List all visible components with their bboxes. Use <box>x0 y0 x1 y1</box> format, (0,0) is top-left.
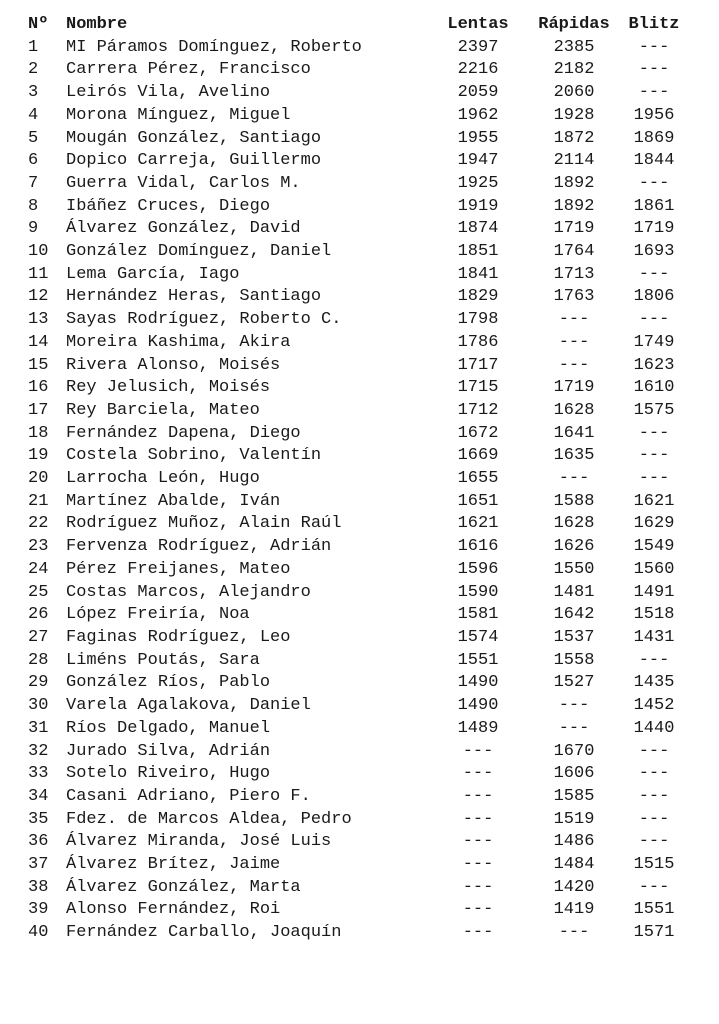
header-rapidas: Rápidas <box>538 15 610 34</box>
table-row <box>28 877 686 900</box>
cell-rapidas: 1642 <box>553 605 595 625</box>
cell-name: Costela Sobrino, Valentín <box>66 446 322 466</box>
cell-num: 17 <box>28 400 49 420</box>
table-row <box>28 105 686 128</box>
cell-rapidas: --- <box>558 332 590 352</box>
cell-blitz: --- <box>638 37 670 57</box>
cell-num: 4 <box>28 105 39 125</box>
header-lentas: Lentas <box>447 15 509 34</box>
cell-blitz: --- <box>638 764 670 784</box>
cell-num: 37 <box>28 855 49 875</box>
cell-blitz: 1431 <box>633 627 675 647</box>
cell-rapidas: 1719 <box>553 378 595 398</box>
cell-lentas: 1655 <box>457 469 499 489</box>
cell-num: 7 <box>28 173 39 193</box>
cell-name: Carrera Pérez, Francisco <box>66 60 311 80</box>
cell-rapidas: 1713 <box>553 264 595 284</box>
table-row <box>28 377 686 400</box>
cell-blitz: --- <box>638 877 670 897</box>
cell-name: Álvarez Brítez, Jaime <box>66 855 281 875</box>
cell-lentas: --- <box>462 923 494 943</box>
cell-name: Álvarez González, Marta <box>66 877 301 897</box>
cell-blitz: --- <box>638 832 670 852</box>
cell-lentas: 1874 <box>457 219 499 239</box>
cell-lentas: 1712 <box>457 400 499 420</box>
cell-lentas: 1786 <box>457 332 499 352</box>
cell-name: Faginas Rodríguez, Leo <box>66 627 291 647</box>
cell-lentas: 2216 <box>457 60 499 80</box>
cell-lentas: --- <box>462 877 494 897</box>
cell-rapidas: 2385 <box>553 37 595 57</box>
cell-num: 33 <box>28 764 49 784</box>
cell-name: Sotelo Riveiro, Hugo <box>66 764 271 784</box>
cell-lentas: 1962 <box>457 105 499 125</box>
cell-lentas: 2059 <box>457 83 499 103</box>
cell-lentas: --- <box>462 900 494 920</box>
table-row <box>28 218 686 241</box>
header-blitz: Blitz <box>628 15 680 34</box>
cell-num: 29 <box>28 673 49 693</box>
cell-lentas: 1829 <box>457 287 499 307</box>
cell-num: 6 <box>28 151 39 171</box>
cell-rapidas: --- <box>558 355 590 375</box>
table-row <box>28 718 686 741</box>
cell-lentas: 1955 <box>457 128 499 148</box>
cell-rapidas: 1626 <box>553 537 595 557</box>
cell-blitz: 1571 <box>633 923 675 943</box>
cell-rapidas: --- <box>558 718 590 738</box>
cell-num: 27 <box>28 627 49 647</box>
table-row <box>28 82 686 105</box>
table-row <box>28 128 686 151</box>
cell-name: Rivera Alonso, Moisés <box>66 355 281 375</box>
table-row <box>28 786 686 809</box>
cell-rapidas: 2114 <box>553 151 595 171</box>
table-row <box>28 196 686 219</box>
cell-lentas: 1490 <box>457 673 499 693</box>
cell-name: González Ríos, Pablo <box>66 673 271 693</box>
cell-rapidas: 1892 <box>553 173 595 193</box>
header-num: Nº <box>28 15 49 34</box>
cell-name: Fernández Carballo, Joaquín <box>66 923 342 943</box>
cell-name: Morona Mínguez, Miguel <box>66 105 291 125</box>
cell-blitz: 1869 <box>633 128 675 148</box>
cell-rapidas: 1537 <box>553 627 595 647</box>
cell-num: 31 <box>28 718 49 738</box>
cell-num: 12 <box>28 287 49 307</box>
cell-blitz: 1518 <box>633 605 675 625</box>
cell-rapidas: --- <box>558 469 590 489</box>
cell-name: Guerra Vidal, Carlos M. <box>66 173 301 193</box>
cell-lentas: 1919 <box>457 196 499 216</box>
cell-name: Moreira Kashima, Akira <box>66 332 291 352</box>
cell-lentas: 1717 <box>457 355 499 375</box>
table-row <box>28 809 686 832</box>
cell-rapidas: 1588 <box>553 491 595 511</box>
cell-num: 1 <box>28 37 39 57</box>
cell-num: 15 <box>28 355 49 375</box>
cell-rapidas: --- <box>558 310 590 330</box>
table-row <box>28 854 686 877</box>
cell-blitz: --- <box>638 446 670 466</box>
cell-rapidas: --- <box>558 696 590 716</box>
cell-blitz: 1719 <box>633 219 675 239</box>
table-row <box>28 604 686 627</box>
cell-num: 34 <box>28 786 49 806</box>
cell-blitz: 1440 <box>633 718 675 738</box>
cell-blitz: 1515 <box>633 855 675 875</box>
cell-name: Dopico Carreja, Guillermo <box>66 151 322 171</box>
cell-name: Casani Adriano, Piero F. <box>66 786 311 806</box>
table-row <box>28 241 686 264</box>
cell-blitz: --- <box>638 809 670 829</box>
cell-blitz: 1575 <box>633 400 675 420</box>
cell-name: Rodríguez Muñoz, Alain Raúl <box>66 514 342 534</box>
table-row <box>28 150 686 173</box>
cell-rapidas: 1550 <box>553 559 595 579</box>
table-row <box>28 468 686 491</box>
cell-num: 2 <box>28 60 39 80</box>
cell-rapidas: 1419 <box>553 900 595 920</box>
cell-blitz: --- <box>638 310 670 330</box>
cell-blitz: 1435 <box>633 673 675 693</box>
ranking-table <box>28 14 686 945</box>
cell-name: Rey Barciela, Mateo <box>66 400 260 420</box>
cell-rapidas: 1641 <box>553 423 595 443</box>
table-row <box>28 355 686 378</box>
cell-lentas: 1616 <box>457 537 499 557</box>
cell-lentas: --- <box>462 832 494 852</box>
cell-rapidas: 1628 <box>553 514 595 534</box>
cell-lentas: 1851 <box>457 242 499 262</box>
table-row <box>28 831 686 854</box>
table-row <box>28 59 686 82</box>
cell-lentas: 1590 <box>457 582 499 602</box>
cell-lentas: 1798 <box>457 310 499 330</box>
cell-blitz: 1621 <box>633 491 675 511</box>
cell-blitz: 1560 <box>633 559 675 579</box>
cell-name: Alonso Fernández, Roi <box>66 900 281 920</box>
cell-lentas: 1489 <box>457 718 499 738</box>
cell-rapidas: 1635 <box>553 446 595 466</box>
cell-name: Liméns Poutás, Sara <box>66 650 260 670</box>
table-row <box>28 741 686 764</box>
cell-blitz: 1610 <box>633 378 675 398</box>
cell-lentas: 1672 <box>457 423 499 443</box>
table-row <box>28 445 686 468</box>
cell-lentas: 1925 <box>457 173 499 193</box>
cell-blitz: 1549 <box>633 537 675 557</box>
table-row <box>28 400 686 423</box>
table-row <box>28 559 686 582</box>
table-row <box>28 286 686 309</box>
cell-lentas: --- <box>462 809 494 829</box>
table-row <box>28 582 686 605</box>
table-header-row <box>28 14 686 37</box>
cell-lentas: 1596 <box>457 559 499 579</box>
cell-num: 25 <box>28 582 49 602</box>
cell-name: Lema García, Iago <box>66 264 240 284</box>
cell-lentas: 1669 <box>457 446 499 466</box>
cell-blitz: 1623 <box>633 355 675 375</box>
cell-name: Fdez. de Marcos Aldea, Pedro <box>66 809 352 829</box>
cell-num: 23 <box>28 537 49 557</box>
cell-num: 38 <box>28 877 49 897</box>
cell-rapidas: 1585 <box>553 786 595 806</box>
table-row <box>28 763 686 786</box>
cell-num: 35 <box>28 809 49 829</box>
cell-rapidas: 1928 <box>553 105 595 125</box>
cell-lentas: --- <box>462 741 494 761</box>
cell-rapidas: 1519 <box>553 809 595 829</box>
cell-name: Jurado Silva, Adrián <box>66 741 271 761</box>
table-row <box>28 332 686 355</box>
cell-num: 30 <box>28 696 49 716</box>
cell-rapidas: 1892 <box>553 196 595 216</box>
cell-lentas: --- <box>462 764 494 784</box>
cell-num: 3 <box>28 83 39 103</box>
cell-lentas: --- <box>462 855 494 875</box>
cell-blitz: --- <box>638 741 670 761</box>
table-row <box>28 173 686 196</box>
cell-lentas: 1581 <box>457 605 499 625</box>
cell-blitz: 1693 <box>633 242 675 262</box>
cell-rapidas: 2182 <box>553 60 595 80</box>
cell-blitz: --- <box>638 650 670 670</box>
cell-rapidas: 1670 <box>553 741 595 761</box>
cell-blitz: 1861 <box>633 196 675 216</box>
cell-num: 28 <box>28 650 49 670</box>
cell-rapidas: 2060 <box>553 83 595 103</box>
cell-blitz: --- <box>638 60 670 80</box>
cell-lentas: 1490 <box>457 696 499 716</box>
cell-rapidas: --- <box>558 923 590 943</box>
table-row <box>28 650 686 673</box>
cell-rapidas: 1486 <box>553 832 595 852</box>
cell-num: 14 <box>28 332 49 352</box>
cell-num: 13 <box>28 310 49 330</box>
table-row <box>28 899 686 922</box>
cell-name: Pérez Freijanes, Mateo <box>66 559 291 579</box>
cell-name: Sayas Rodríguez, Roberto C. <box>66 310 342 330</box>
table-row <box>28 423 686 446</box>
cell-rapidas: 1606 <box>553 764 595 784</box>
cell-name: Leirós Vila, Avelino <box>66 83 271 103</box>
table-row <box>28 264 686 287</box>
cell-name: Rey Jelusich, Moisés <box>66 378 271 398</box>
table-row <box>28 695 686 718</box>
cell-num: 10 <box>28 242 49 262</box>
table-row <box>28 922 686 945</box>
cell-num: 18 <box>28 423 49 443</box>
cell-rapidas: 1558 <box>553 650 595 670</box>
cell-name: Fernández Dapena, Diego <box>66 423 301 443</box>
cell-lentas: --- <box>462 786 494 806</box>
cell-lentas: 1841 <box>457 264 499 284</box>
cell-blitz: --- <box>638 264 670 284</box>
cell-blitz: --- <box>638 83 670 103</box>
cell-lentas: 1651 <box>457 491 499 511</box>
cell-num: 19 <box>28 446 49 466</box>
cell-blitz: 1491 <box>633 582 675 602</box>
cell-rapidas: 1484 <box>553 855 595 875</box>
cell-lentas: 1621 <box>457 514 499 534</box>
cell-name: Larrocha León, Hugo <box>66 469 260 489</box>
cell-blitz: 1452 <box>633 696 675 716</box>
cell-blitz: --- <box>638 173 670 193</box>
cell-num: 16 <box>28 378 49 398</box>
table-row <box>28 513 686 536</box>
cell-num: 21 <box>28 491 49 511</box>
header-name: Nombre <box>66 15 128 34</box>
cell-rapidas: 1420 <box>553 877 595 897</box>
cell-name: Ríos Delgado, Manuel <box>66 718 271 738</box>
cell-blitz: 1956 <box>633 105 675 125</box>
cell-num: 40 <box>28 923 49 943</box>
cell-blitz: 1844 <box>633 151 675 171</box>
cell-name: Costas Marcos, Alejandro <box>66 582 311 602</box>
cell-num: 32 <box>28 741 49 761</box>
cell-name: Ibáñez Cruces, Diego <box>66 196 271 216</box>
cell-name: González Domínguez, Daniel <box>66 242 332 262</box>
cell-num: 11 <box>28 264 49 284</box>
table-row <box>28 37 686 60</box>
cell-num: 22 <box>28 514 49 534</box>
cell-num: 39 <box>28 900 49 920</box>
cell-num: 5 <box>28 128 39 148</box>
cell-rapidas: 1764 <box>553 242 595 262</box>
table-row <box>28 672 686 695</box>
cell-lentas: 1947 <box>457 151 499 171</box>
cell-rapidas: 1628 <box>553 400 595 420</box>
cell-rapidas: 1719 <box>553 219 595 239</box>
table-row <box>28 309 686 332</box>
cell-name: López Freiría, Noa <box>66 605 250 625</box>
cell-rapidas: 1527 <box>553 673 595 693</box>
cell-name: Mougán González, Santiago <box>66 128 322 148</box>
cell-name: Varela Agalakova, Daniel <box>66 696 311 716</box>
cell-blitz: 1551 <box>633 900 675 920</box>
cell-lentas: 1715 <box>457 378 499 398</box>
table-row <box>28 536 686 559</box>
cell-name: Álvarez Miranda, José Luis <box>66 832 332 852</box>
cell-blitz: --- <box>638 423 670 443</box>
cell-num: 26 <box>28 605 49 625</box>
cell-num: 36 <box>28 832 49 852</box>
cell-rapidas: 1872 <box>553 128 595 148</box>
cell-name: Fervenza Rodríguez, Adrián <box>66 537 332 557</box>
cell-num: 9 <box>28 219 39 239</box>
cell-blitz: 1749 <box>633 332 675 352</box>
cell-num: 24 <box>28 559 49 579</box>
cell-name: Hernández Heras, Santiago <box>66 287 322 307</box>
cell-lentas: 2397 <box>457 37 499 57</box>
cell-num: 20 <box>28 469 49 489</box>
cell-blitz: --- <box>638 469 670 489</box>
table-row <box>28 627 686 650</box>
cell-name: MI Páramos Domínguez, Roberto <box>66 37 362 57</box>
cell-lentas: 1551 <box>457 650 499 670</box>
cell-rapidas: 1763 <box>553 287 595 307</box>
cell-num: 8 <box>28 196 39 216</box>
cell-name: Martínez Abalde, Iván <box>66 491 281 511</box>
table-row <box>28 491 686 514</box>
cell-blitz: 1806 <box>633 287 675 307</box>
cell-name: Álvarez González, David <box>66 219 301 239</box>
cell-lentas: 1574 <box>457 627 499 647</box>
cell-rapidas: 1481 <box>553 582 595 602</box>
cell-blitz: 1629 <box>633 514 675 534</box>
cell-blitz: --- <box>638 786 670 806</box>
table-body <box>28 37 686 945</box>
